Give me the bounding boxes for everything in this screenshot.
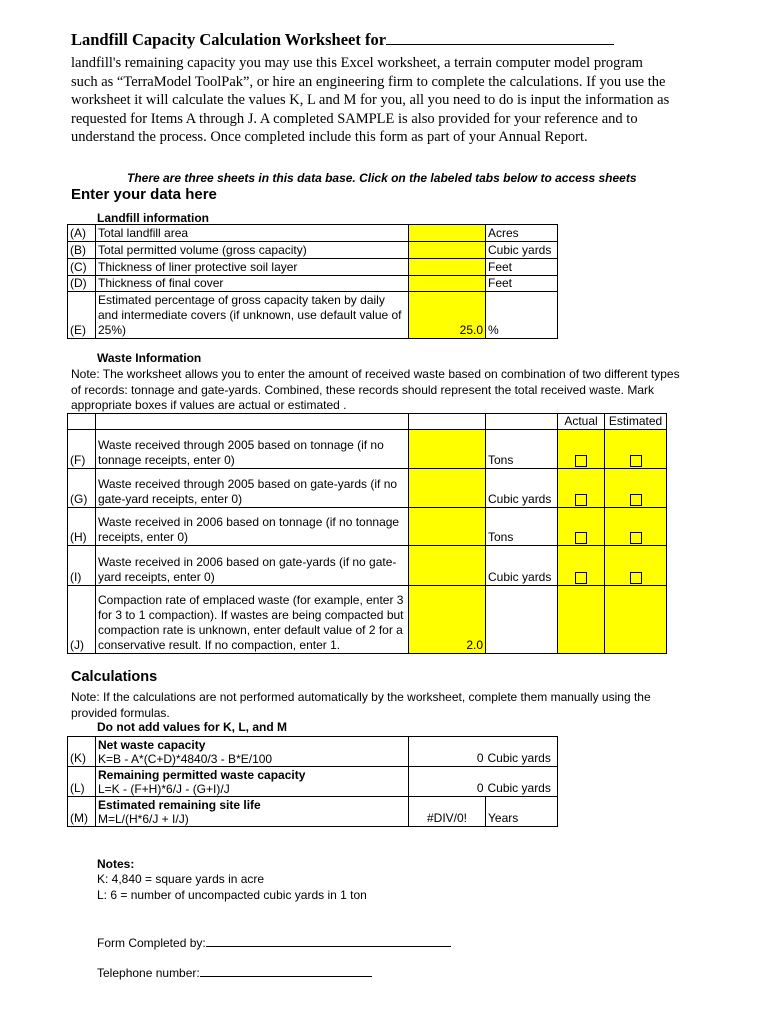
actual-checkbox[interactable] (575, 494, 587, 506)
input-compaction-rate[interactable]: 2.0 (409, 586, 486, 654)
row-code: (J) (68, 586, 96, 654)
row-unit: Tons (486, 430, 558, 469)
do-not-add-label: Do not add values for K, L, and M (97, 720, 288, 734)
intro-paragraph: landfill's remaining capacity you may use this Excel worksheet, a terrain computer model program such as “TerraModel ToolPak”, or hire an engineering firm to complete the calculations. If you use the worksheet it will calculate the values K, L and M for you, all you need to do is input the information as requested for Items A through J. A completed SAMPLE is also provided for your reference and to understand the process. Once completed include this form as part of your Annual Report. (71, 55, 670, 146)
row-label: Total landfill area (96, 225, 409, 242)
row-code: (E) (68, 292, 96, 339)
form-completed-by-label: Form Completed by: (97, 936, 206, 950)
form-completed-by-field[interactable] (206, 934, 451, 947)
row-unit: Feet (486, 259, 558, 276)
row-label: Waste received in 2006 based on tonnage (if no tonnage receipts, enter 0) (96, 508, 409, 546)
table-row (68, 469, 667, 508)
calc-title: Remaining permitted waste capacity (98, 768, 306, 782)
row-code: (L) (68, 767, 96, 797)
row-code: (D) (68, 276, 96, 292)
compaction-actual-cell[interactable] (558, 586, 605, 654)
row-label: Thickness of liner protective soil layer (96, 259, 409, 276)
row-label: Waste received through 2005 based on tonnage (if no tonnage receipts, enter 0) (96, 430, 409, 469)
estimated-checkbox[interactable] (630, 494, 642, 506)
calc-formula: M=L/(H*6/J + I/J) (98, 812, 189, 826)
input-liner-thickness[interactable] (409, 259, 486, 276)
result-site-life: #DIV/0! (409, 797, 486, 827)
row-unit: Cubic yards (486, 767, 558, 797)
table-row (68, 797, 558, 827)
row-code: (B) (68, 242, 96, 259)
row-formula-cell (96, 737, 409, 767)
table-header-row (68, 414, 667, 430)
tabs-note: There are three sheets in this data base. Click on the labeled tabs below to access sheets (127, 171, 637, 185)
row-unit: Years (486, 797, 558, 827)
calculations-table (67, 736, 558, 827)
title-text: Landfill Capacity Calculation Worksheet for (71, 30, 387, 49)
notes-heading: Notes: (97, 857, 135, 871)
input-tonnage-2006[interactable] (409, 508, 486, 546)
calc-formula: K=B - A*(C+D)*4840/3 - B*E/100 (98, 752, 273, 766)
calc-formula: L=K - (F+H)*6/J - (G+I)/J (98, 782, 230, 796)
row-unit: Tons (486, 508, 558, 546)
estimated-checkbox[interactable] (630, 455, 642, 467)
row-code: (A) (68, 225, 96, 242)
telephone-label: Telephone number: (97, 966, 200, 980)
waste-info-heading: Waste Information (97, 351, 202, 365)
row-unit: Feet (486, 276, 558, 292)
landfill-info-table (67, 224, 558, 339)
row-code: (M) (68, 797, 96, 827)
row-label: Total permitted volume (gross capacity) (96, 242, 409, 259)
calculations-heading: Calculations (71, 669, 158, 685)
form-completed-by-row (97, 934, 451, 952)
waste-info-table (67, 413, 667, 654)
input-gate-yards-2006[interactable] (409, 546, 486, 586)
table-row (68, 737, 558, 767)
result-net-capacity: 0 (409, 737, 486, 767)
estimated-checkbox[interactable] (630, 572, 642, 584)
row-label: Waste received through 2005 based on gate-yards (if no gate-yard receipts, enter 0) (96, 469, 409, 508)
input-cover-percentage[interactable]: 25.0 (409, 292, 486, 339)
table-row (68, 546, 667, 586)
row-formula-cell (96, 767, 409, 797)
table-row (68, 242, 558, 259)
telephone-row (97, 964, 372, 982)
row-unit: Cubic yards (486, 469, 558, 508)
compaction-estimated-cell[interactable] (605, 586, 667, 654)
waste-info-note: Note: The worksheet allows you to enter the amount of received waste based on combination of two different types of records: tonnage and gate-yards. Combined, these records should represent the total received waste. Mark appropriate boxes if values are actual or estimated . (71, 367, 680, 412)
row-code: (K) (68, 737, 96, 767)
calc-title: Estimated remaining site life (98, 798, 261, 812)
title-blank-line[interactable] (386, 30, 614, 45)
row-unit: Cubic yards (486, 546, 558, 586)
landfill-info-heading: Landfill information (97, 211, 209, 225)
input-gate-yards-2005[interactable] (409, 469, 486, 508)
input-final-cover[interactable] (409, 276, 486, 292)
estimated-checkbox[interactable] (630, 532, 642, 544)
table-row (68, 586, 667, 654)
table-row (68, 430, 667, 469)
row-code: (C) (68, 259, 96, 276)
row-formula-cell (96, 797, 409, 827)
table-row (68, 292, 558, 339)
table-row (68, 767, 558, 797)
table-row (68, 276, 558, 292)
actual-checkbox[interactable] (575, 455, 587, 467)
note-line: L: 6 = number of uncompacted cubic yards in 1 ton (97, 888, 367, 902)
col-estimated-header: Estimated (605, 414, 667, 430)
row-label: Estimated percentage of gross capacity taken by daily and intermediate covers (if unknown, use default value of 25%) (96, 292, 409, 339)
enter-data-heading: Enter your data here (71, 186, 217, 203)
telephone-field[interactable] (200, 964, 372, 977)
row-unit: Acres (486, 225, 558, 242)
result-remaining-capacity: 0 (409, 767, 486, 797)
row-code: (H) (68, 508, 96, 546)
actual-checkbox[interactable] (575, 572, 587, 584)
input-permitted-volume[interactable] (409, 242, 486, 259)
row-label: Thickness of final cover (96, 276, 409, 292)
input-tonnage-2005[interactable] (409, 430, 486, 469)
row-code: (F) (68, 430, 96, 469)
table-row (68, 508, 667, 546)
actual-checkbox[interactable] (575, 532, 587, 544)
calc-title: Net waste capacity (98, 738, 206, 752)
note-line: K: 4,840 = square yards in acre (97, 872, 265, 886)
row-label: Waste received in 2006 based on gate-yards (if no gate-yard receipts, enter 0) (96, 546, 409, 586)
col-actual-header: Actual (558, 414, 605, 430)
row-code: (G) (68, 469, 96, 508)
worksheet-title (71, 30, 614, 50)
input-total-area[interactable] (409, 225, 486, 242)
row-unit: Cubic yards (486, 737, 558, 767)
table-row (68, 259, 558, 276)
row-unit: Cubic yards (486, 242, 558, 259)
table-row (68, 225, 558, 242)
row-code: (I) (68, 546, 96, 586)
row-unit: % (486, 292, 558, 339)
row-label: Compaction rate of emplaced waste (for example, enter 3 for 3 to 1 compaction). If wastes are being compacted but compaction rate is unknown, enter default value of 2 for a conservative result. If no compaction, enter 1. (96, 586, 409, 654)
calculations-note: Note: If the calculations are not performed automatically by the worksheet, complete them manually using the provided formulas. (71, 690, 651, 720)
